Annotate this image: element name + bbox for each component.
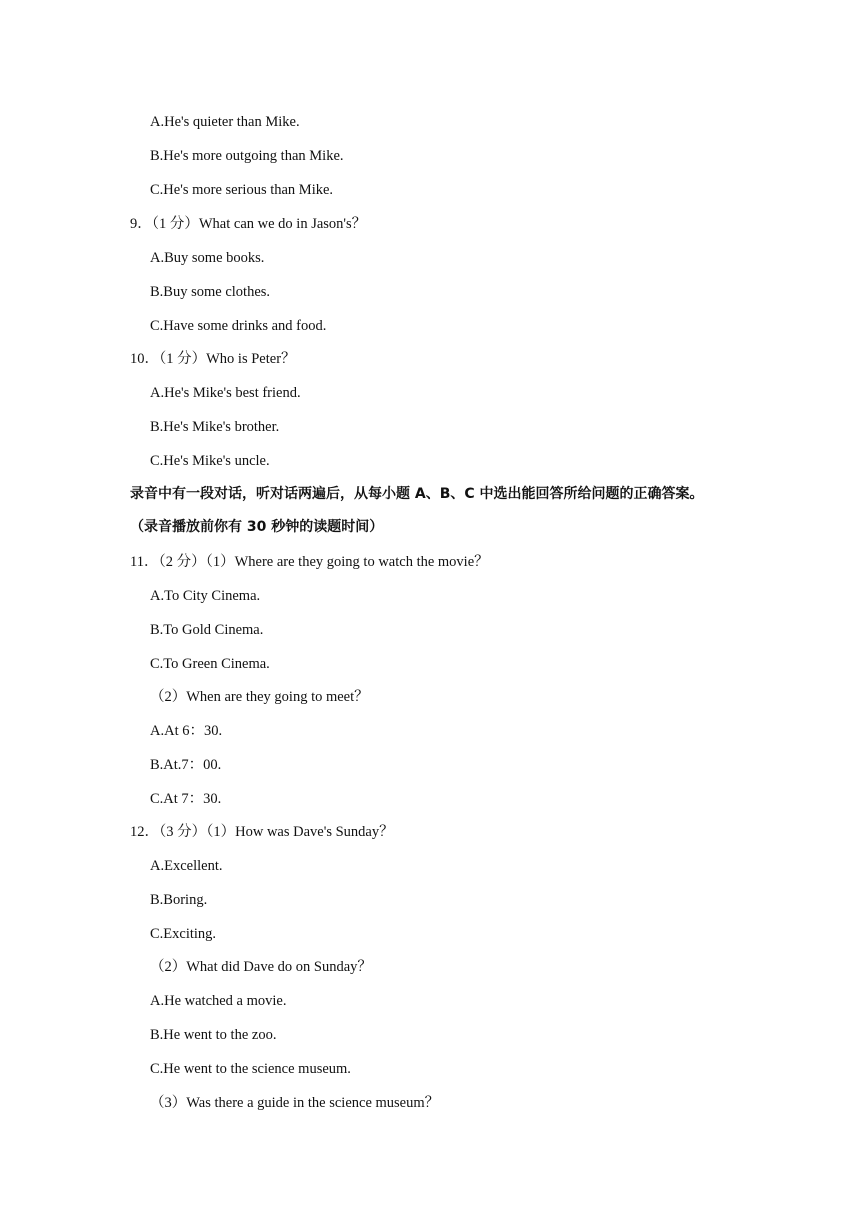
section-instruction: 录音中有一段对话，听对话两遍后，从每小题 A、B、C 中选出能回答所给问题的正确答案。 <box>130 486 704 502</box>
q11-1-option-c: C.To Green Cinema. <box>150 656 270 672</box>
q8-option-b: B.He's more outgoing than Mike. <box>150 148 344 164</box>
q10-option-c: C.He's Mike's uncle. <box>150 453 270 469</box>
q10-stem: 10．（1 分）Who is Peter？ <box>130 351 296 367</box>
q12-2-option-c: C.He went to the science museum. <box>150 1061 351 1077</box>
q11-stem: 11．（2 分）（1）Where are they going to watch the movie？ <box>130 554 489 570</box>
section-note: （录音播放前你有 30 秒钟的读题时间） <box>130 519 384 535</box>
q8-option-a: A.He's quieter than Mike. <box>150 114 300 130</box>
q11-2-option-a: A.At 6：30. <box>150 723 223 739</box>
q12-1-option-b: B.Boring. <box>150 892 208 908</box>
q12-sub2: （2）What did Dave do on Sunday？ <box>150 959 372 975</box>
q12-2-option-b: B.He went to the zoo. <box>150 1027 277 1043</box>
q9-stem: 9．（1 分）What can we do in Jason's？ <box>130 216 367 232</box>
q12-1-option-a: A.Excellent. <box>150 858 223 874</box>
q12-sub3: （3）Was there a guide in the science museum？ <box>150 1095 440 1111</box>
q8-option-c: C.He's more serious than Mike. <box>150 182 334 198</box>
q11-2-option-b: B.At.7：00. <box>150 757 222 773</box>
q9-option-a: A.Buy some books. <box>150 250 265 266</box>
q11-sub2: （2）When are they going to meet？ <box>150 689 369 705</box>
q10-option-a: A.He's Mike's best friend. <box>150 385 301 401</box>
q11-1-option-a: A.To City Cinema. <box>150 588 261 604</box>
q9-option-c: C.Have some drinks and food. <box>150 318 327 334</box>
q12-stem: 12．（3 分）（1）How was Dave's Sunday？ <box>130 824 394 840</box>
q12-1-option-c: C.Exciting. <box>150 926 217 942</box>
q11-2-option-c: C.At 7：30. <box>150 791 222 807</box>
q11-1-option-b: B.To Gold Cinema. <box>150 622 264 638</box>
q9-option-b: B.Buy some clothes. <box>150 284 271 300</box>
q10-option-b: B.He's Mike's brother. <box>150 419 280 435</box>
q12-2-option-a: A.He watched a movie. <box>150 993 287 1009</box>
